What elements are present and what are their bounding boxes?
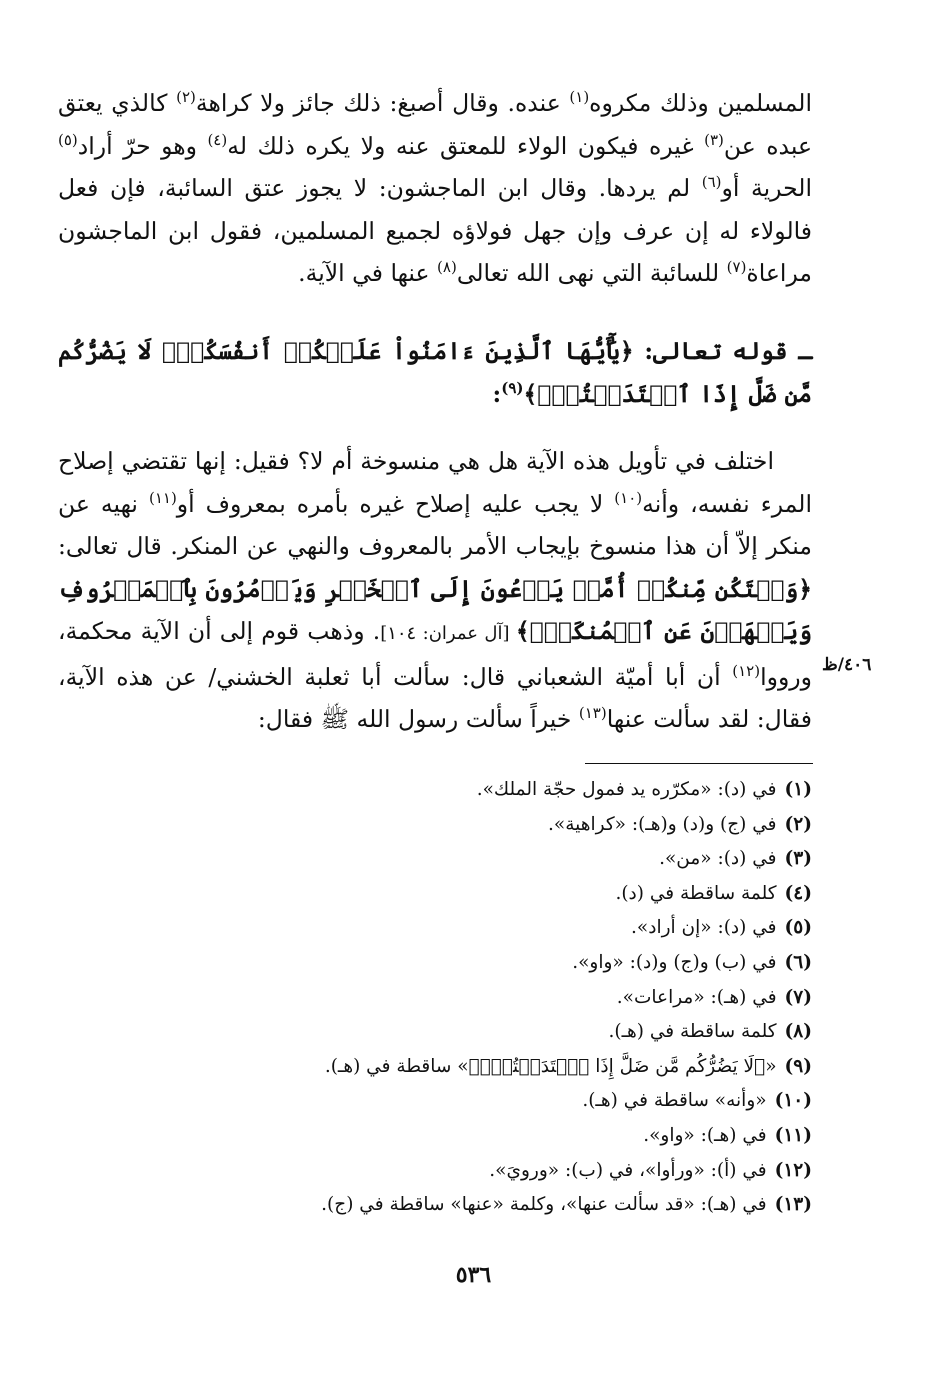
- text-run: للسائبة التي نهى الله تعالى: [456, 259, 727, 287]
- footnote-number: (١٠): [774, 1090, 812, 1112]
- paragraph-2: [58, 440, 812, 741]
- footnote-item: [240, 1119, 812, 1154]
- footnote-ref[interactable]: (٢): [176, 88, 196, 107]
- verse-heading: [58, 330, 812, 415]
- footnote-text: «﴿لَا يَضُرُّكُم مَّن ضَلَّ إِذَا ٱهۡتَدَيۡتُمۡۚ﴾» ساقطة في (هـ).: [324, 1055, 777, 1077]
- footnote-text: في (د): «إن أراد».: [631, 917, 777, 939]
- footnote-item: [240, 808, 812, 843]
- footnote-ref[interactable]: (١): [569, 88, 590, 107]
- footnote-ref[interactable]: (٣): [704, 130, 724, 149]
- verse-source: [آل عمران: ١٠٤]: [380, 623, 516, 644]
- footnote-number: (١١): [774, 1124, 812, 1146]
- text-run: عنها في الآية.: [298, 259, 438, 287]
- text-run: لم يردها. وقال ابن الماجشون: لا يجوز عتق السائبة، فإن فعل فالولاء له إن عرف وإن جهل فولاؤه لجميع المسلمين، فقول ابن الماجشون مراعاة: [58, 174, 812, 287]
- footnote-text: في (د): «من».: [659, 848, 777, 870]
- footnote-number: (١٣): [774, 1194, 812, 1216]
- footnote-item: [240, 1188, 812, 1223]
- footnotes-list: [240, 773, 812, 1223]
- footnote-text: كلمة ساقطة في (هـ).: [608, 1021, 777, 1043]
- text-run: لا يجب عليه إصلاح غيره بأمره بمعروف أو: [176, 489, 615, 518]
- text-run: أن أبا أميّة الشعباني قال: سألت أبا ثعلبة الخشني/ عن هذه الآية، فقال: لقد سألت عنها: [58, 662, 812, 733]
- quran-verse: ﴿يَٰٓأَيُّهَا ٱلَّذِينَ ءَامَنُواْ عَلَيۡكُمۡ أَنفُسَكُمۡۖ لَا يَضُرُّكُم مَّن ضَلَّ إِذَا ٱهۡتَدَيۡتُمۡۚ﴾: [58, 337, 812, 408]
- footnote-item: [240, 1050, 812, 1085]
- footnote-ref[interactable]: (٤): [207, 130, 228, 149]
- text-run: اختلف في تأويل هذه الآية هل هي منسوخة أم لا؟ فقيل: إنها تقتضي إصلاح المرء نفسه، وأنه: [58, 447, 812, 518]
- footnote-item: [240, 842, 812, 877]
- footnote-number: (٩): [784, 1055, 812, 1077]
- footnote-ref[interactable]: (١١): [148, 488, 177, 507]
- footnote-ref[interactable]: (٨): [437, 258, 457, 277]
- footnote-text: في (د): «مكرّره يد فمول حجّة الملك».: [476, 779, 777, 800]
- quran-verse: ﴿وَلۡتَكُن مِّنكُمۡ أُمَّةٞ يَدۡعُونَ إِلَى ٱلۡخَيۡرِ وَيَأۡمُرُونَ بِٱلۡمَعۡرُوفِ وَيَنۡهَوۡنَ عَنِ ٱلۡمُنكَرِۚ﴾: [58, 574, 812, 645]
- footnote-item: [240, 1015, 812, 1050]
- text-run: نهيه عن منكر إلاّ أن هذا منسوخ بإيجاب الأمر بالمعروف والنهي عن المنكر. قال تعالى:: [58, 489, 812, 560]
- footnote-text: كلمة ساقطة في (د).: [615, 882, 777, 904]
- text-run: الحرية أو: [721, 174, 812, 202]
- text-run: غيره فيكون الولاء للمعتق عنه ولا يكره ذلك له: [227, 131, 705, 160]
- footnote-number: (٨): [784, 1021, 812, 1043]
- footnote-ref[interactable]: (٧): [726, 258, 747, 277]
- footnote-ref[interactable]: (١٠): [614, 488, 643, 507]
- footnote-text: في (هـ): «قد سألت عنها»، وكلمة «عنها» ساقطة في (ج).: [321, 1194, 767, 1216]
- footnote-separator: [585, 763, 813, 764]
- footnote-number: (١): [784, 779, 812, 800]
- text-run: عنده. وقال أصبغ: ذلك جائز ولا كراهة: [195, 89, 570, 117]
- footnote-ref[interactable]: (٦): [701, 173, 722, 192]
- text-run: كالذي يعتق عبده عن: [58, 89, 812, 160]
- footnote-item: [240, 911, 812, 946]
- footnote-item: [240, 1154, 812, 1189]
- footnote-number: (٧): [784, 986, 812, 1008]
- margin-folio-marker: ٤٠٦/ظ: [822, 655, 872, 675]
- footnote-text: في (هـ): «مراعات».: [616, 986, 777, 1008]
- footnote-number: (٥): [784, 917, 812, 939]
- footnote-item: [240, 1084, 812, 1119]
- verse-heading-prefix: ـ قوله تعالى:: [633, 337, 812, 365]
- footnote-number: (٤): [784, 882, 812, 904]
- footnote-number: (٣): [784, 848, 812, 870]
- footnote-ref[interactable]: (١٣): [578, 704, 607, 723]
- footnote-item: [240, 946, 812, 981]
- footnote-item: [240, 877, 812, 912]
- footnote-number: (١٢): [774, 1159, 812, 1181]
- footnote-text: «وأنه» ساقطة في (هـ).: [582, 1090, 767, 1112]
- footnote-number: (٢): [784, 813, 812, 835]
- text-run: . وذهب قوم إلى أن الآية محكمة، ورووا: [58, 617, 812, 691]
- footnote-item: [240, 773, 812, 808]
- footnote-text: في (أ): «ورأوا»، في (ب): «ورويَ».: [489, 1159, 767, 1181]
- footnote-ref[interactable]: (١٢): [732, 661, 761, 680]
- footnote-number: (٦): [784, 951, 812, 973]
- verse-heading-suffix: :: [492, 379, 502, 408]
- footnote-ref[interactable]: (٥): [58, 130, 78, 149]
- page-number: ٥٣٦: [455, 1262, 492, 1288]
- footnote-text: في (ب) و(ج) و(د): «واو».: [572, 951, 777, 973]
- paragraph-1: [58, 82, 812, 295]
- text-run: وهو حرّ أراد: [77, 131, 208, 160]
- text-run: خيراً سألت رسول الله ﷺ فقال:: [257, 705, 579, 733]
- footnote-ref[interactable]: (٩): [501, 378, 524, 397]
- footnote-item: [240, 981, 812, 1016]
- footnote-text: في (ج) و(د) و(هـ): «كراهية».: [548, 813, 777, 835]
- footnote-text: في (هـ): «واو».: [643, 1124, 767, 1146]
- text-run: المسلمين وذلك مكروه: [589, 89, 812, 117]
